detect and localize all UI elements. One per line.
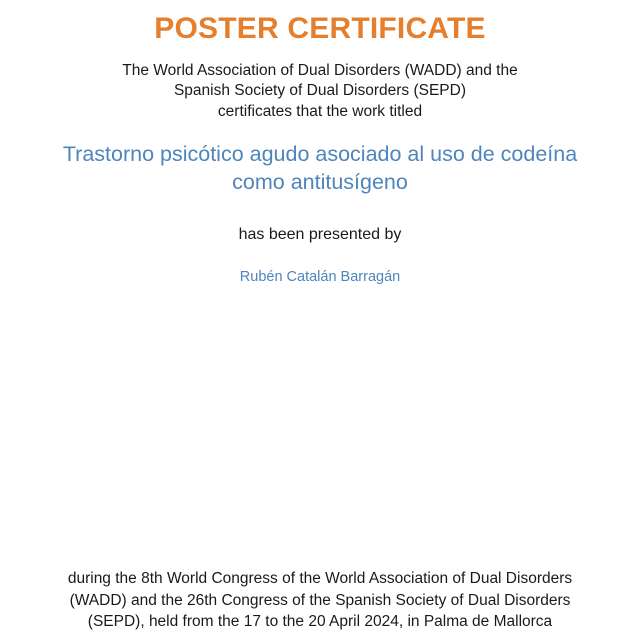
- issuer-statement: [0, 47, 640, 123]
- presented-by-label: has been presented by: [238, 226, 402, 243]
- congress-footer: [40, 568, 600, 633]
- footer-line-1: during the 8th World Congress of the World Association of Dual Disorders: [67, 570, 573, 587]
- certificate-header: [0, 0, 640, 122]
- footer-line-2: (WADD) and the 26th Congress of the Spanish Society of Dual Disorders: [69, 591, 571, 609]
- issuer-line-1: The World Association of Dual Disorders (WADD) and the: [122, 61, 518, 79]
- issuer-line-2: Spanish Society of Dual Disorders (SEPD): [173, 82, 467, 99]
- presenter-name: Rubén Catalán Barragán: [239, 269, 401, 285]
- footer-line-3: (SEPD), held from the 17 to the 20 April 2024, in Palma de Mallorca: [87, 613, 553, 630]
- work-title: Trastorno psicótico agudo asociado al uso de codeína como antitusígeno: [62, 142, 578, 194]
- page-title: POSTER CERTIFICATE: [154, 12, 486, 45]
- signature-area: [0, 300, 640, 565]
- issuer-line-3: certificates that the work titled: [217, 102, 423, 120]
